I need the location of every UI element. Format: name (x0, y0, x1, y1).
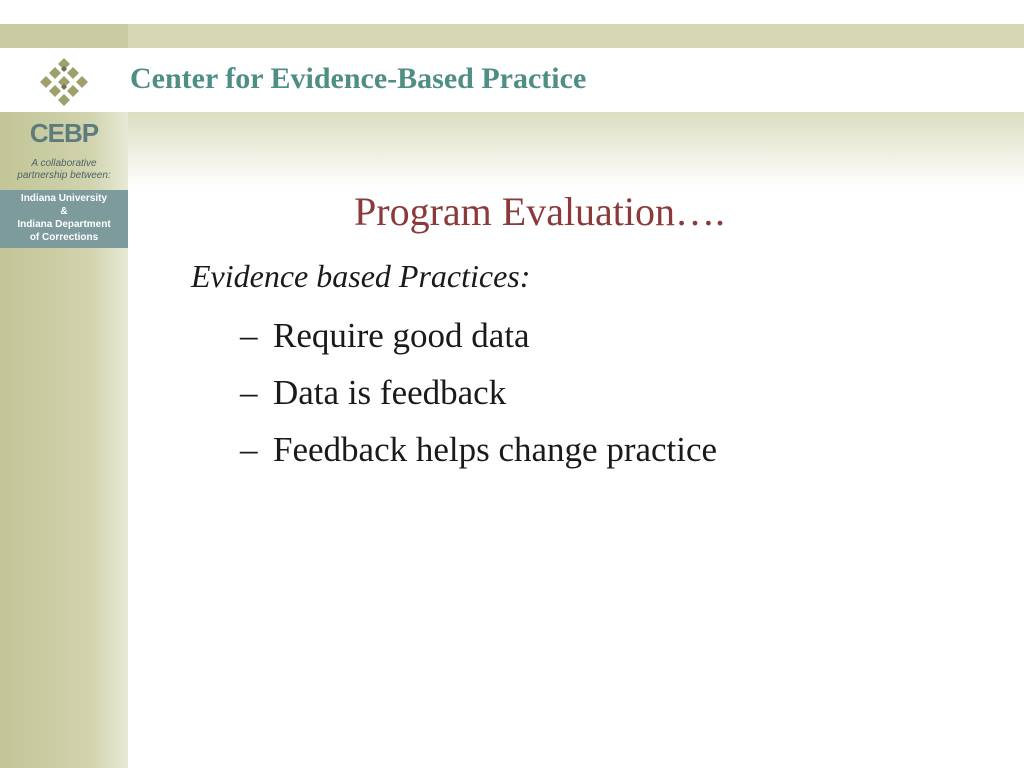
partner-ampersand: & (60, 206, 68, 217)
bullet-text: Feedback helps change practice (273, 430, 718, 469)
title-gradient-band (128, 112, 1024, 188)
partner-2-line-2: of Corrections (29, 232, 99, 243)
bullet-text: Data is feedback (273, 373, 507, 412)
collab-line-2: partnership between: (17, 170, 111, 181)
top-accent-strip-right (128, 24, 1024, 48)
partners-box (0, 190, 128, 248)
partner-1: Indiana University (20, 193, 108, 204)
top-accent-strip-left (0, 24, 128, 48)
bullet-item (240, 427, 717, 484)
slide-title: Program Evaluation…. (354, 189, 726, 234)
bullet-item (240, 370, 717, 427)
partner-2-line-1: Indiana Department (17, 219, 111, 230)
bullet-item (240, 313, 717, 370)
bullet-dash: – (240, 430, 258, 469)
bullet-dash: – (240, 373, 258, 412)
collaboration-caption (0, 158, 128, 182)
bullet-dash: – (240, 316, 258, 355)
cebp-abbreviation: CEBP (29, 118, 99, 148)
bullet-list (240, 313, 717, 484)
diamond-lattice-logo-icon (34, 56, 94, 108)
header-title: Center for Evidence-Based Practice (130, 62, 587, 95)
slide-subheading: Evidence based Practices: (191, 258, 531, 294)
collab-line-1: A collaborative (31, 158, 97, 169)
bullet-text: Require good data (273, 316, 530, 355)
